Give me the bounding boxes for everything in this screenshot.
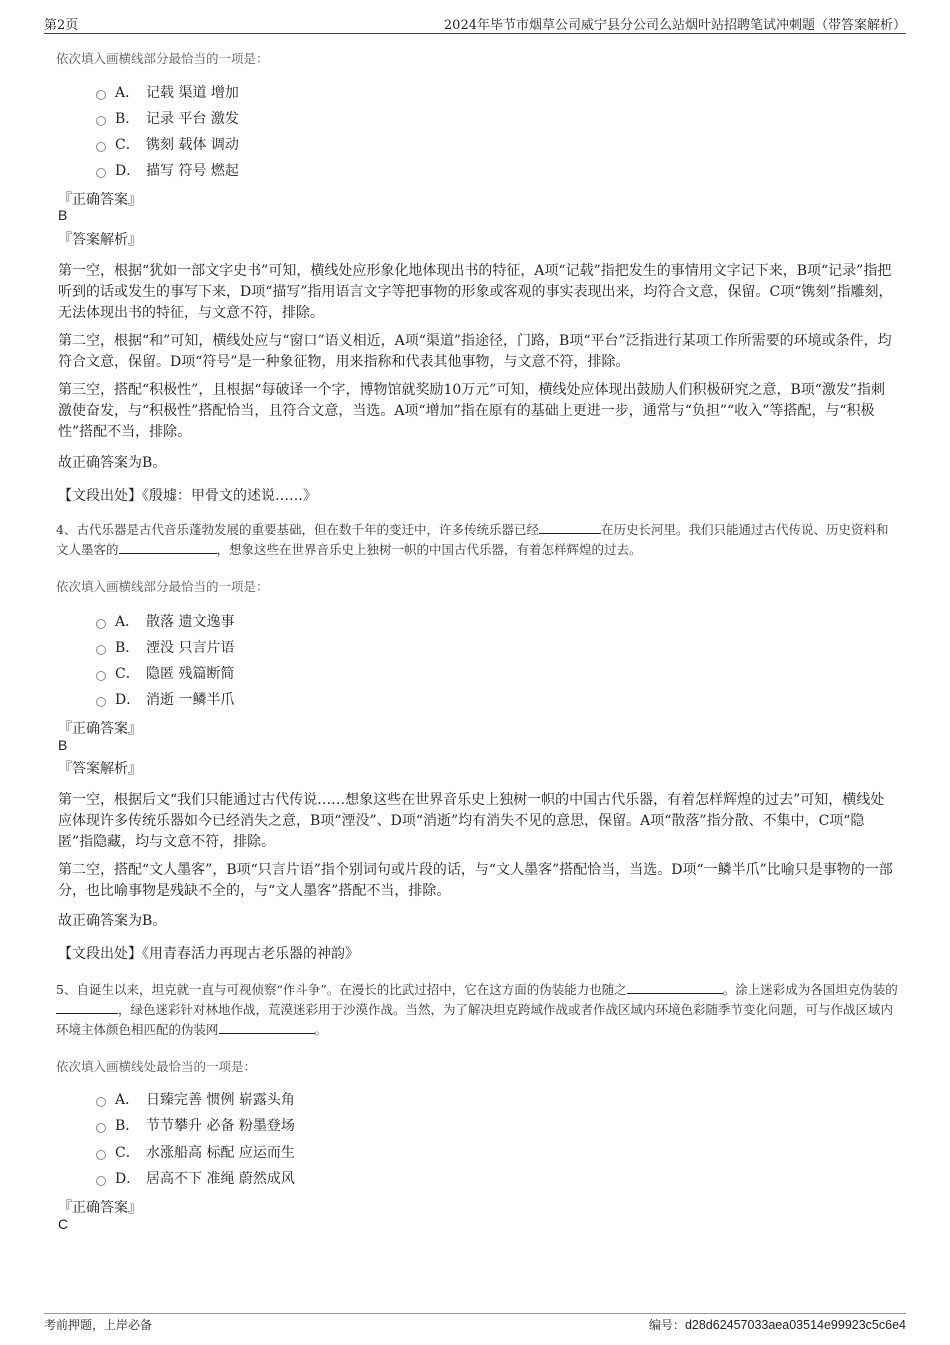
footer-slogan: 考前押题，上岸必备	[44, 1318, 153, 1332]
q5-answer-label: 『正确答案』	[58, 1200, 142, 1216]
blank	[219, 1020, 315, 1034]
q3-instruction: 依次填入画横线部分最恰当的一项是：	[56, 51, 269, 66]
q3-analysis-1: 第一空，根据“犹如一部文字史书”可知，横线处应形象化地体现出书的特征，A项“记载”指把发生的事情用文字记下来，B项“记录”指把听到的话或发生的事写下来，D项“描写”指用语言文字等把事物的形象或客观的事实表现出来，均符合文意，保留。C项“镌刻”指雕刻，无法体现出书的特征，与文意不符，排除。	[58, 263, 893, 321]
blank	[56, 1000, 118, 1014]
q4-source: 【文段出处】《用青春活力再现古老乐器的神韵》	[58, 946, 359, 962]
q5-answer: C	[58, 1216, 69, 1232]
q3-option-d[interactable]: D． 描写 符号 燃起	[96, 160, 239, 180]
blank	[539, 520, 601, 534]
radio-icon[interactable]	[96, 1123, 106, 1133]
page-footer	[44, 1313, 906, 1336]
q4-analysis-1: 第一空，根据后文“我们只能通过古代传说……想象这些在世界音乐史上独树一帜的中国古代乐器，有着怎样辉煌的过去”可知，横线处应体现许多传统乐器如今已经消失之意，B项“湮没”、D项“消逝”均有消失不见的意思，保留。A项“散落”指分散、不集中，C项“隐匿”指隐藏，均与文意不符，排除。	[58, 792, 885, 850]
q4-analysis-2: 第二空，搭配“文人墨客”，B项“只言片语”指个别词句或片段的话，与“文人墨客”搭配恰当，当选。D项“一鳞半爪”比喻只是事物的一部分，也比喻事物是残缺不全的，与“文人墨客”搭配不当，排除。	[58, 862, 893, 899]
q3-source: 【文段出处】《殷墟：甲骨文的述说……》	[58, 488, 317, 504]
q3-analysis-3: 第三空，搭配“积极性”，且根据“每破译一个字，博物馆就奖励10万元”可知，横线处应体现出鼓励人们积极研究之意，B项“激发”指刺激使奋发，与“积极性”搭配恰当，且符合文意，当选。A项“增加”指在原有的基础上更进一步，通常与“负担”“收入”等搭配，与“积极性”搭配不当，排除。	[58, 382, 886, 440]
q4-option-c[interactable]: C． 隐匿 残篇断简	[96, 663, 234, 683]
q3-option-c[interactable]: C． 镌刻 载体 调动	[96, 134, 239, 154]
radio-icon[interactable]	[96, 1150, 106, 1160]
q4-answer: B	[58, 737, 68, 753]
radio-icon[interactable]	[96, 116, 106, 126]
page-header	[44, 11, 906, 34]
q3-option-a[interactable]: A． 记载 渠道 增加	[96, 82, 239, 102]
radio-icon[interactable]	[96, 168, 106, 178]
q5-instruction: 依次填入画横线处最恰当的一项是：	[56, 1059, 257, 1074]
radio-icon[interactable]	[96, 142, 106, 152]
q5-stem: 5、自诞生以来，坦克就一直与可视侦察“作斗争”。在漫长的比武过招中，它在这方面的伪装能力也随之 。涂上迷彩成为各国坦克伪装的，绿色迷彩针对林地作战，荒漠迷彩用于沙漠作战。当然，为了解决坦克跨域作战或者作战区域内环境色彩随季节变化问题，可与作战区域内环境主体颜色相匹配的伪装网 。	[56, 982, 898, 1037]
q4-option-a[interactable]: A． 散落 遗文逸事	[96, 611, 234, 631]
q4-stem: 4、古代乐器是古代音乐蓬勃发展的重要基础，但在数千年的变迁中，许多传统乐器已经 在历史长河里。我们只能通过古代传说、历史资料和文人墨客的 ，想象这些在世界音乐史上独树一帜的中国古代乐器，有着怎样辉煌的过去。	[56, 522, 889, 557]
q4-conclusion: 故正确答案为B。	[58, 913, 167, 929]
radio-icon[interactable]	[96, 645, 106, 655]
q3-answer: B	[58, 207, 68, 223]
q5-option-b[interactable]: B． 节节攀升 必备 粉墨登场	[96, 1115, 295, 1135]
q3-answer-label: 『正确答案』	[58, 192, 142, 208]
blank	[119, 540, 217, 554]
document-id: 编号：d28d62457033aea03514e99923c5c6e4	[648, 1318, 906, 1332]
page-number: 第2页	[44, 18, 79, 33]
radio-icon[interactable]	[96, 90, 106, 100]
radio-icon[interactable]	[96, 697, 106, 707]
q3-conclusion: 故正确答案为B。	[58, 455, 167, 471]
q5-option-d[interactable]: D． 居高不下 准绳 蔚然成风	[96, 1168, 295, 1188]
q5-option-a[interactable]: A． 日臻完善 惯例 崭露头角	[96, 1089, 295, 1109]
q3-analysis-label: 『答案解析』	[58, 232, 142, 248]
document-title: 2024年毕节市烟草公司威宁县分公司么站烟叶站招聘笔试冲刺题（带答案解析）	[443, 18, 906, 33]
radio-icon[interactable]	[96, 619, 106, 629]
radio-icon[interactable]	[96, 671, 106, 681]
radio-icon[interactable]	[96, 1176, 106, 1186]
radio-icon[interactable]	[96, 1097, 106, 1107]
q3-option-b[interactable]: B． 记录 平台 激发	[96, 108, 239, 128]
q5-option-c[interactable]: C． 水涨船高 标配 应运而生	[96, 1142, 295, 1162]
blank	[627, 980, 723, 994]
q4-option-d[interactable]: D． 消逝 一鳞半爪	[96, 689, 234, 709]
q4-analysis-label: 『答案解析』	[58, 761, 142, 777]
q4-option-b[interactable]: B． 湮没 只言片语	[96, 637, 234, 657]
q3-analysis-2: 第二空，根据“和”可知，横线处应与“窗口”语义相近，A项“渠道”指途径，门路，B项“平台”泛指进行某项工作所需要的环境或条件，均符合文意，保留。D项“符号”是一种象征物，用来指称和代表其他事物，与文意不符，排除。	[58, 333, 892, 370]
q4-instruction: 依次填入画横线部分最恰当的一项是：	[56, 579, 269, 594]
q4-answer-label: 『正确答案』	[58, 721, 142, 737]
